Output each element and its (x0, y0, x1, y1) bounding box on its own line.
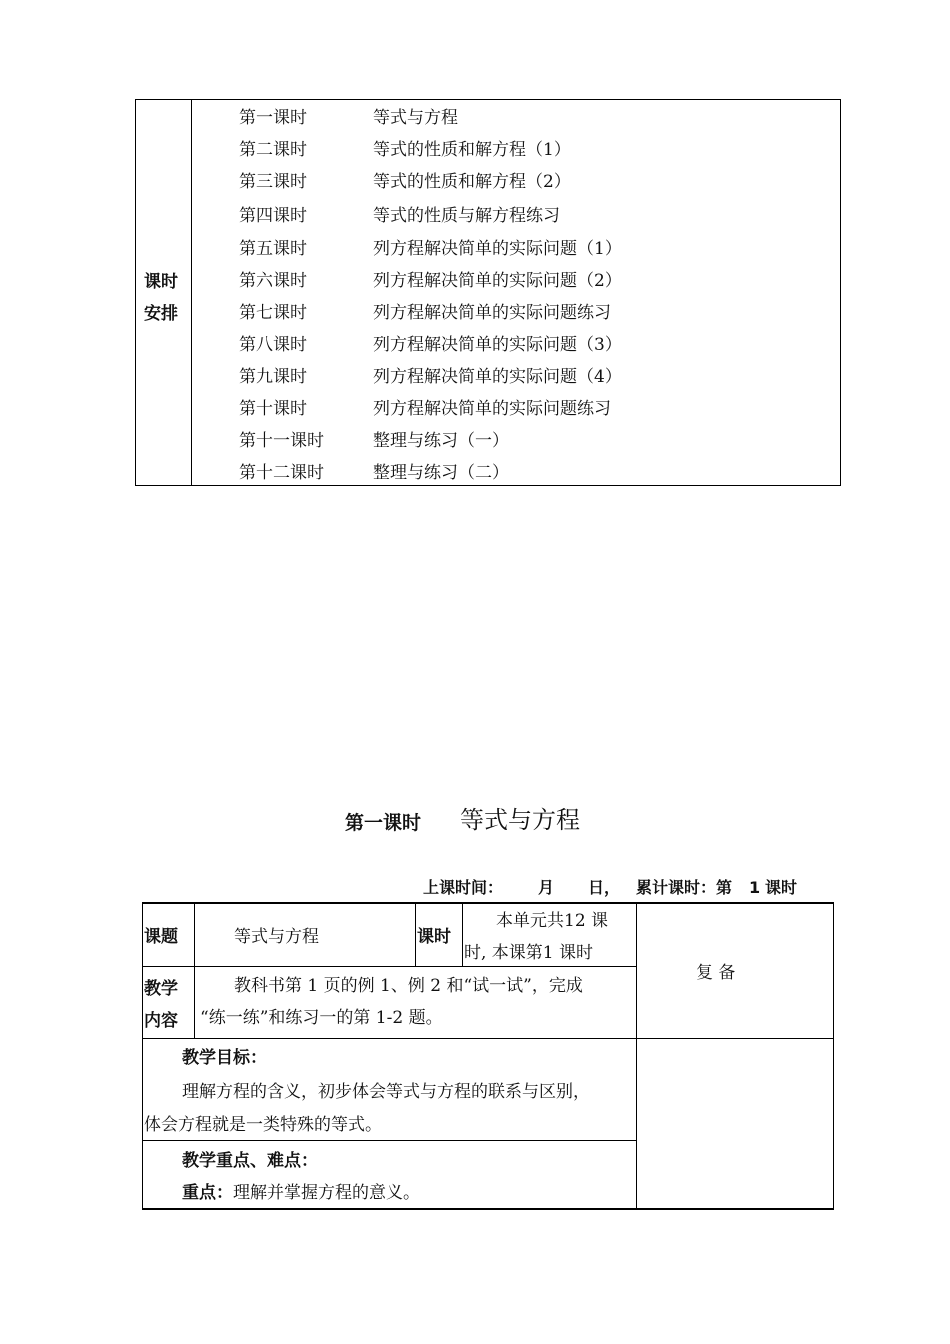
schedule-label (144, 266, 188, 330)
lesson-title: 整理与练习（二） (373, 463, 509, 483)
review-label: 复 备 (696, 963, 736, 983)
lesson-number: 第七课时 (239, 303, 307, 323)
goals-heading: 教学目标： (182, 1048, 267, 1068)
key-points-heading: 教学重点、难点： (182, 1151, 318, 1171)
content-line1: 教科书第 1 页的例 1、例 2 和“试一试”，完成 (234, 976, 583, 996)
table-border-right (833, 902, 834, 1210)
month-label: 月 (538, 878, 555, 897)
schedule-label-line2: 安排 (144, 304, 178, 324)
lesson-heading-title: 等式与方程 (460, 806, 580, 834)
table-border-left (142, 902, 143, 1210)
topic-divider (415, 902, 416, 966)
goals-line2: 体会方程就是一类特殊的等式。 (144, 1115, 382, 1135)
schedule-label-cell (136, 100, 192, 485)
topic-label: 课题 (144, 927, 178, 947)
cumulative-number: 1 (749, 878, 761, 897)
lesson-number: 第九课时 (239, 367, 307, 387)
lesson-number: 第二课时 (239, 140, 307, 160)
content-label-line2: 内容 (144, 1011, 178, 1031)
period-line2: 时, 本课第1 课时 (464, 943, 594, 963)
lesson-title: 等式的性质和解方程（2） (373, 172, 571, 192)
schedule-label-line1: 课时 (144, 272, 178, 292)
lesson-heading-number: 第一课时 (345, 812, 422, 834)
lesson-number: 第八课时 (239, 335, 307, 355)
lesson-number: 第三课时 (239, 172, 307, 192)
key-point-label: 重点： (182, 1183, 233, 1203)
lesson-number: 第十一课时 (239, 431, 324, 451)
lesson-title: 列方程解决简单的实际问题（4） (373, 367, 622, 387)
class-time-line (423, 876, 833, 900)
lesson-number: 第十二课时 (239, 463, 324, 483)
cumulative-unit: 课时 (765, 878, 798, 897)
teaching-plan-table (142, 902, 834, 1210)
day-label: 日， (588, 878, 621, 897)
topic-value: 等式与方程 (234, 927, 319, 947)
lesson-title: 等式的性质和解方程（1） (373, 140, 571, 160)
cumulative-label: 累计课时：第 (636, 878, 733, 897)
lesson-title: 列方程解决简单的实际问题练习 (373, 303, 611, 323)
table-border-top (142, 902, 834, 904)
content-line2: “练一练”和练习一的第 1-2 题。 (200, 1008, 443, 1028)
lesson-number: 第一课时 (239, 108, 307, 128)
lesson-schedule-table (135, 99, 841, 486)
lesson-number: 第六课时 (239, 271, 307, 291)
lesson-number: 第五课时 (239, 239, 307, 259)
lesson-heading (0, 800, 950, 836)
lesson-title: 列方程解决简单的实际问题（1） (373, 239, 622, 259)
lesson-number: 第四课时 (239, 206, 307, 226)
label-column-divider (194, 902, 195, 1038)
row-divider (142, 1038, 834, 1039)
key-point-text: 理解并掌握方程的意义。 (233, 1183, 420, 1203)
lesson-number: 第十课时 (239, 399, 307, 419)
review-column-divider (636, 902, 637, 1210)
period-label: 课时 (417, 927, 451, 947)
lesson-title: 列方程解决简单的实际问题（3） (373, 335, 622, 355)
lesson-title: 列方程解决简单的实际问题（2） (373, 271, 622, 291)
period-line1: 本单元共12 课 (496, 911, 609, 931)
key-point-line (182, 1177, 420, 1209)
lesson-title: 等式的性质与解方程练习 (373, 206, 560, 226)
period-divider (462, 902, 463, 966)
class-time-label: 上课时间： (423, 878, 504, 897)
lesson-title: 列方程解决简单的实际问题练习 (373, 399, 611, 419)
lesson-title: 整理与练习（一） (373, 431, 509, 451)
lesson-title: 等式与方程 (373, 108, 458, 128)
content-label-line1: 教学 (144, 979, 178, 999)
goals-line1: 理解方程的含义，初步体会等式与方程的联系与区别， (182, 1082, 590, 1102)
